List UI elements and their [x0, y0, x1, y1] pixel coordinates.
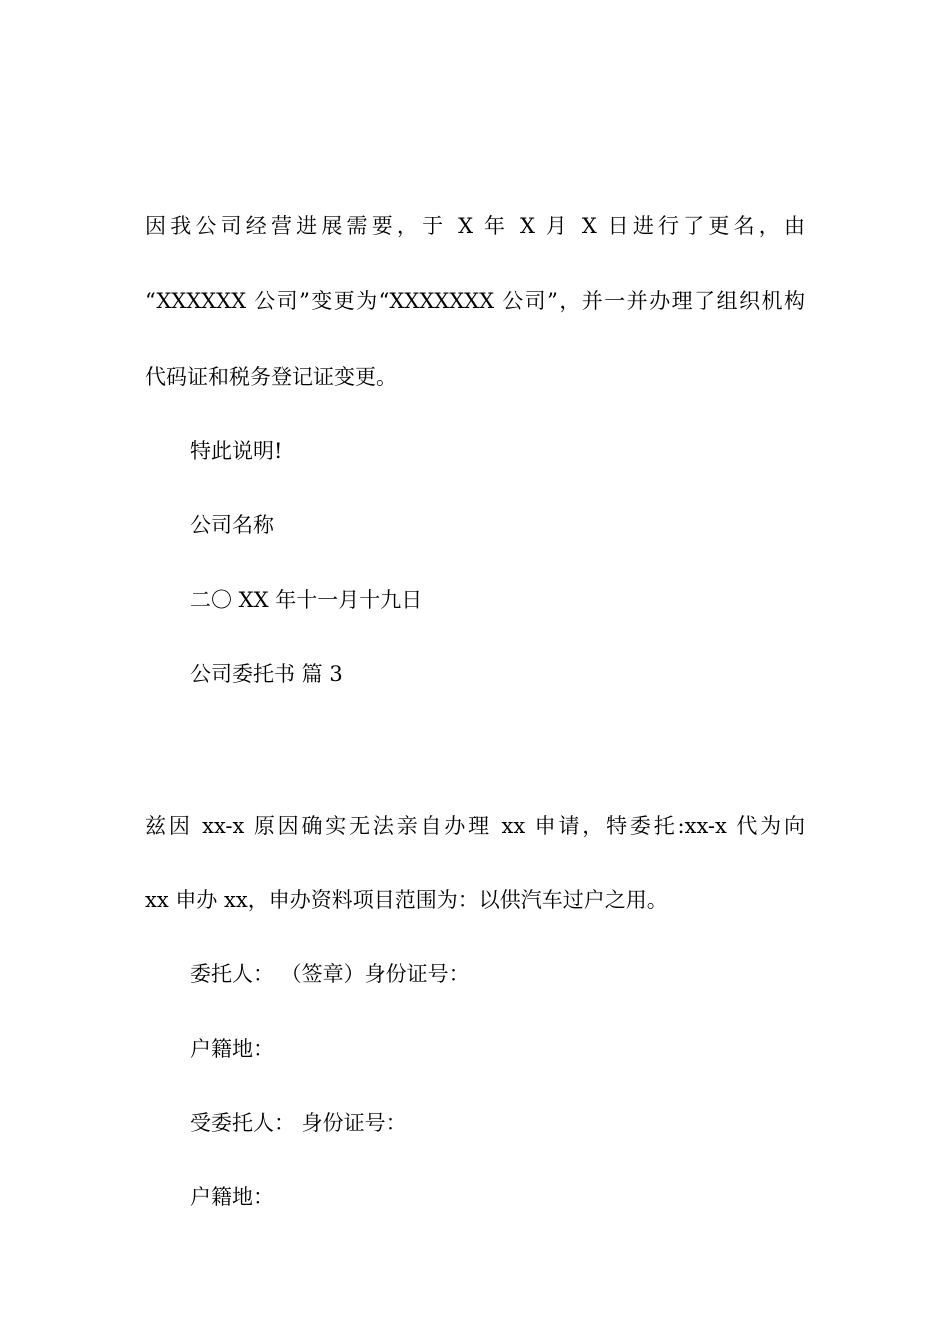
- document-date: 二〇 XX 年十一月十九日: [190, 588, 423, 612]
- principal-line: 委托人： （签章）身份证号：: [190, 962, 470, 986]
- agent-line: 受委托人： 身份证号：: [190, 1111, 407, 1135]
- paragraph-1-line-3: 代码证和税务登记证变更。: [145, 365, 397, 389]
- special-note: 特此说明!: [190, 439, 283, 463]
- agent-residence: 户籍地：: [190, 1185, 274, 1209]
- paragraph-1-line-2: “XXXXXX 公司”变更为“XXXXXXX 公司”，并一并办理了组织机构: [145, 289, 805, 313]
- company-name: 公司名称: [190, 513, 274, 537]
- paragraph-2-line-1: 兹因 xx-x 原因确实无法亲自办理 xx 申请，特委托:xx-x 代为向: [145, 814, 805, 838]
- section-title: 公司委托书 篇 3: [190, 662, 343, 686]
- paragraph-1-line-1: 因我公司经营进展需要，于 X 年 X 月 X 日进行了更名，由: [145, 214, 805, 238]
- principal-residence: 户籍地：: [190, 1037, 274, 1061]
- paragraph-2-line-2: xx 申办 xx，申办资料项目范围为：以供汽车过户之用。: [145, 888, 668, 912]
